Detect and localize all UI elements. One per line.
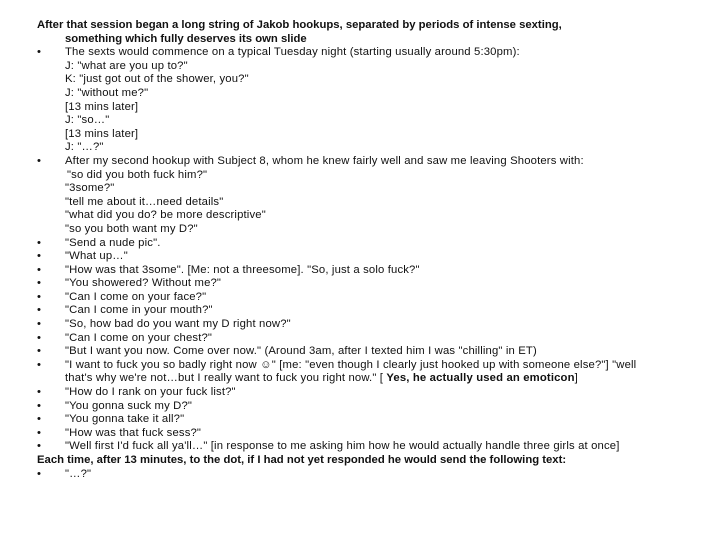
bullet-text: "You gonna suck my D?" xyxy=(65,399,193,412)
bullet-item-final xyxy=(37,468,713,482)
emoticon-bold-note: Yes, he actually used an emoticon xyxy=(386,372,575,385)
bullet-text: "How do I rank on your fuck list?" xyxy=(65,386,236,399)
bullet-icon: • xyxy=(37,345,42,358)
bullet-icon: • xyxy=(37,440,42,453)
bullet-icon: • xyxy=(37,318,42,331)
bullet-icon: • xyxy=(37,358,42,371)
bullet-text: "Send a nude pic". xyxy=(65,236,161,249)
block1-line: [13 mins later] xyxy=(65,127,139,140)
emoticon-line-1 xyxy=(65,359,713,373)
bullet-icon: • xyxy=(37,413,42,426)
bullet-item xyxy=(37,237,713,251)
bullet-item xyxy=(37,345,713,359)
bullet-text: "Can I come on your face?" xyxy=(65,290,207,303)
bullet-icon: • xyxy=(37,46,42,59)
bullet-icon: • xyxy=(37,399,42,412)
bullet-text: "But I want you now. Come over now." (Around 3am, after I texted him I was "chilling" in ET) xyxy=(65,345,537,358)
bullet-item xyxy=(37,277,713,291)
bullet-item xyxy=(37,427,713,441)
bullet-icon: • xyxy=(37,250,42,263)
bullet-item xyxy=(37,304,713,318)
bullet-text: "You showered? Without me?" xyxy=(65,277,222,290)
bullet-icon: • xyxy=(37,426,42,439)
intro-heading xyxy=(37,19,713,46)
bullet-icon: • xyxy=(37,331,42,344)
block2-line: "3some?" xyxy=(65,182,115,195)
smiley-icon: ☺ xyxy=(260,358,272,371)
bullet-icon: • xyxy=(37,386,42,399)
bullet-icon: • xyxy=(37,467,42,480)
bullet-item xyxy=(37,250,713,264)
bullet-item xyxy=(37,400,713,414)
block1-line: K: "just got out of the shower, you?" xyxy=(65,73,249,86)
block1-lead: The sexts would commence on a typical Tuesday night (starting usually around 5:30pm): xyxy=(65,46,520,59)
intro-line-1: After that session began a long string of Jakob hookups, separated by periods of intense sexting, xyxy=(37,19,562,31)
closing-heading: Each time, after 13 minutes, to the dot, if I had not yet responded he would send the following text: xyxy=(37,454,567,466)
block1-line: [13 mins later] xyxy=(65,100,139,113)
bullet-icon: • xyxy=(37,263,42,276)
block1-line: J: "what are you up to?" xyxy=(65,59,188,72)
bullet-item-typical-night xyxy=(37,46,713,155)
bullet-item-emoticon xyxy=(37,359,713,386)
block2-line: "what did you do? be more descriptive" xyxy=(65,209,266,222)
block2-lead: After my second hookup with Subject 8, whom he knew fairly well and saw me leaving Shooters with: xyxy=(65,154,584,167)
bullet-item xyxy=(37,318,713,332)
block2-line: "so you both want my D?" xyxy=(65,222,198,235)
bullet-item xyxy=(37,386,713,400)
bullet-icon: • xyxy=(37,290,42,303)
bullet-text: "So, how bad do you want my D right now?" xyxy=(65,318,291,331)
bullet-item xyxy=(37,440,713,454)
bullet-icon: • xyxy=(37,236,42,249)
emoticon-text-part-1: "I want to fuck you so badly right now xyxy=(65,358,261,371)
bullet-icon: • xyxy=(37,277,42,290)
slide-body xyxy=(37,19,713,481)
emoticon-text-end: ] xyxy=(574,372,578,385)
block2-line: "so did you both fuck him?" xyxy=(67,168,208,181)
bullet-text: "Can I come in your mouth?" xyxy=(65,304,213,317)
bullet-text: "How was that 3some". [Me: not a threesome]. "So, just a solo fuck?" xyxy=(65,263,420,276)
emoticon-text-part-2: " [me: "even though I clearly just hooked up with someone else?"] "well xyxy=(271,358,637,371)
block1-line: J: "without me?" xyxy=(65,86,149,99)
bullet-item-second-hookup xyxy=(37,155,713,237)
intro-line-2: something which fully deserves its own slide xyxy=(65,32,307,45)
bullet-icon: • xyxy=(37,154,42,167)
block1-line: J: "…?" xyxy=(65,141,104,154)
bullet-text: "Well first I'd fuck all ya'll…" [in response to me asking him how he would actually handle three girls at once] xyxy=(65,440,620,453)
final-bullet-text: "…?" xyxy=(65,467,92,480)
bullet-text: "What up…" xyxy=(65,250,128,263)
bullet-item xyxy=(37,413,713,427)
bullet-item xyxy=(37,332,713,346)
bullet-item xyxy=(37,264,713,278)
emoticon-text-line-2: that's why we're not…but I really want to fuck you right now." [ xyxy=(65,372,387,385)
bullet-icon: • xyxy=(37,304,42,317)
bullet-text: "How was that fuck sess?" xyxy=(65,426,202,439)
bullet-item xyxy=(37,291,713,305)
block2-line: "tell me about it…need details" xyxy=(65,195,224,208)
block1-line: J: "so…" xyxy=(65,114,110,127)
bullet-text: "Can I come on your chest?" xyxy=(65,331,213,344)
bullet-text: "You gonna take it all?" xyxy=(65,413,185,426)
emoticon-line-2 xyxy=(65,372,713,386)
